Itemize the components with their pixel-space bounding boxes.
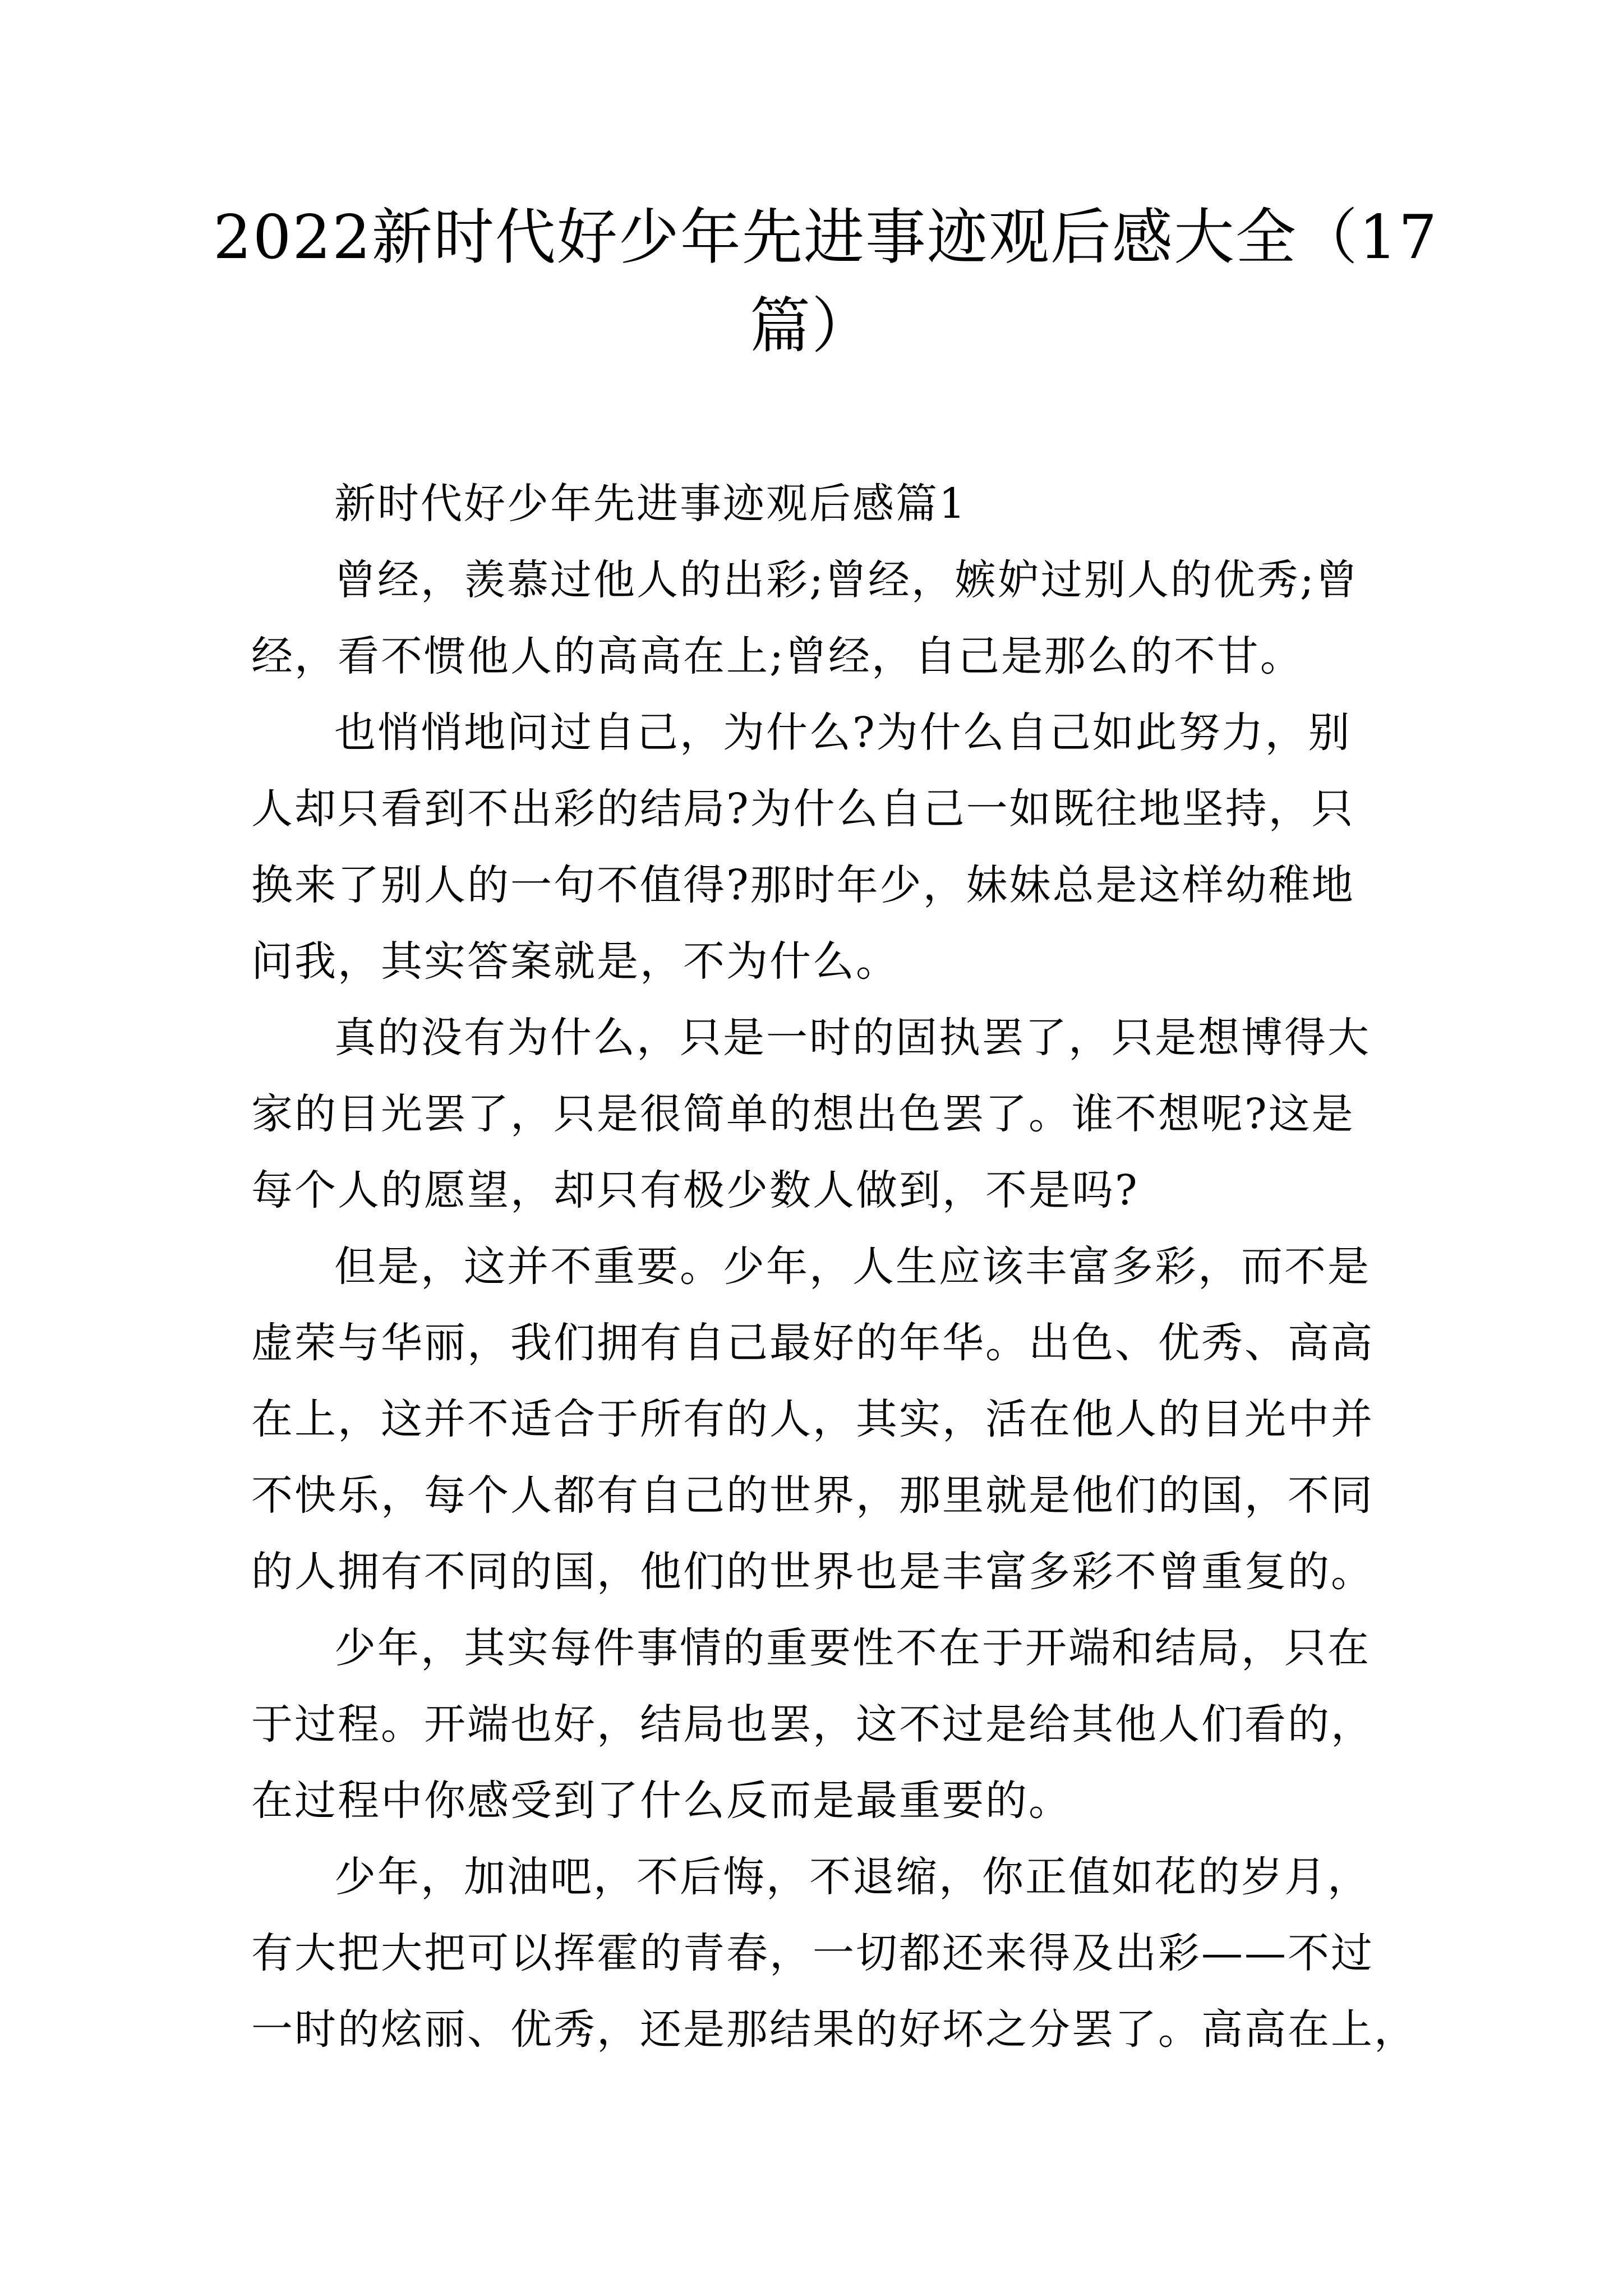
title-line: 篇） [749, 291, 873, 361]
paragraph [251, 542, 1393, 694]
text-line: 家的目光罢了，只是很简单的想出色罢了。谁不想呢?这是 [251, 1090, 1355, 1138]
text-line: 曾经，羡慕过他人的出彩;曾经，嫉妒过别人的优秀;曾 [334, 556, 1359, 604]
text-line: 经，看不惯他人的高高在上;曾经，自己是那么的不甘。 [251, 632, 1303, 680]
paragraph [251, 694, 1393, 1000]
text-line: 问我，其实答案就是，不为什么。 [251, 937, 899, 986]
text-line: 有大把大把可以挥霍的青春，一切都还来得及出彩——不过 [251, 1929, 1374, 1977]
text-line: 不快乐，每个人都有自己的世界，那里就是他们的国，不同 [251, 1471, 1374, 1520]
document-title [213, 194, 1438, 371]
text-line: 少年，其实每件事情的重要性不在于开端和结局，只在 [334, 1624, 1371, 1672]
paragraph [251, 1000, 1393, 1228]
text-line: 在过程中你感受到了什么反而是最重要的。 [251, 1777, 1072, 1825]
text-line: 每个人的愿望，却只有极少数人做到，不是吗? [251, 1166, 1139, 1214]
text-line: 的人拥有不同的国，他们的世界也是丰富多彩不曾重复的。 [251, 1548, 1374, 1596]
section-heading [251, 466, 1393, 542]
text-line: 一时的炫丽、优秀，还是那结果的好坏之分罢了。高高在上， [251, 2005, 1417, 2054]
paragraph [251, 1839, 1417, 2068]
title-line: 2022新时代好少年先进事迹观后感大全（17 [213, 203, 1438, 273]
text-line: 新时代好少年先进事迹观后感篇1 [334, 480, 967, 528]
paragraph [251, 1228, 1393, 1610]
text-line: 在上，这并不适合于所有的人，其实，活在他人的目光中并 [251, 1395, 1374, 1443]
text-line: 但是，这并不重要。少年，人生应该丰富多彩，而不是 [334, 1243, 1371, 1291]
text-line: 少年，加油吧，不后悔，不退缩，你正值如花的岁月， [334, 1853, 1371, 1901]
text-line: 真的没有为什么，只是一时的固执罢了，只是想博得大 [334, 1014, 1371, 1062]
text-line: 人却只看到不出彩的结局?为什么自己一如既往地坚持，只 [251, 785, 1355, 833]
paragraph [251, 1610, 1393, 1839]
document-body [251, 466, 1417, 2068]
text-line: 于过程。开端也好，结局也罢，这不过是给其他人们看的， [251, 1700, 1374, 1749]
text-line: 也悄悄地问过自己，为什么?为什么自己如此努力，别 [334, 708, 1352, 757]
text-line: 换来了别人的一句不值得?那时年少，妹妹总是这样幼稚地 [251, 861, 1355, 909]
text-line: 虚荣与华丽，我们拥有自己最好的年华。出色、优秀、高高 [251, 1319, 1374, 1367]
